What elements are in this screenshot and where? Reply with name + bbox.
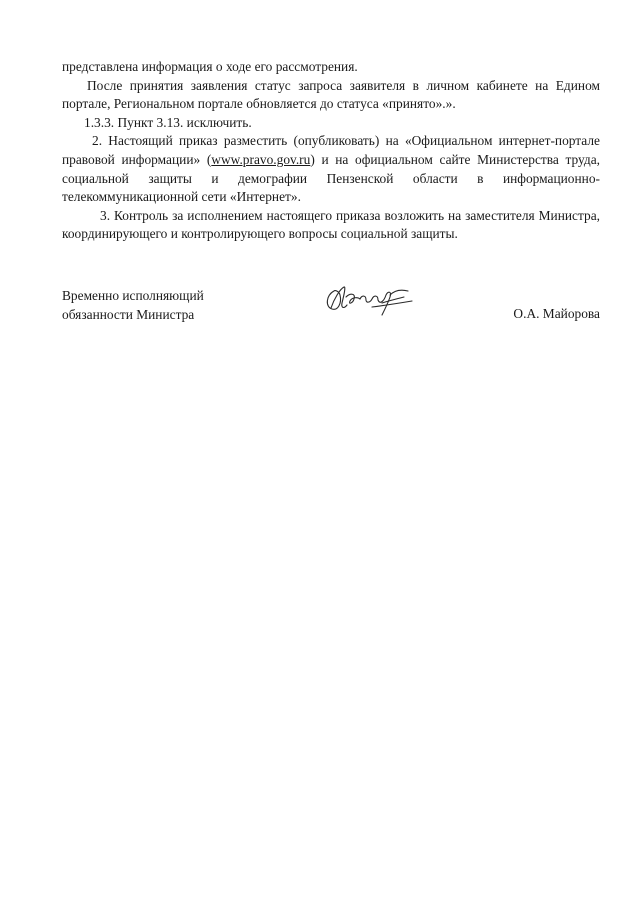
signatory-position-line-2: обязанности Министра <box>62 306 195 322</box>
document-body <box>62 58 600 244</box>
clause-3-paragraph: 3. Контроль за исполнением настоящего приказа возложить на заместителя Министра, координирующего и контролирующего вопросы социальной защиты. <box>62 207 600 242</box>
signatory-position-line-1: Временно исполняющий <box>62 288 204 303</box>
clause-2-text-end: ) и на официальном сайте Министерства труда, социальной защиты и демографии Пензенской области в информационно-телекоммуникационной сети «Интернет». <box>62 151 600 205</box>
signatory-position <box>62 287 262 324</box>
clause-1-3-3: 1.3.3. Пункт 3.13. исключить. <box>84 114 252 130</box>
clause-2-text-start: 2. Настоящий приказ разместить (опубликовать) на «Официальном интернет-портале правовой информации» ( <box>62 133 600 167</box>
handwritten-signature <box>320 281 420 317</box>
pravo-gov-link[interactable]: www.pravo.gov.ru <box>211 151 311 167</box>
continuation-line: представлена информация о ходе его рассмотрения. <box>62 59 358 74</box>
status-paragraph: После принятия заявления статус запроса заявителя в личном кабинете на Едином портале, Региональном портале обновляется до статуса «принято».». <box>62 77 600 112</box>
signature-block <box>62 287 600 327</box>
signatory-name: О.А. Майорова <box>513 306 600 321</box>
clause-2-paragraph <box>62 132 600 206</box>
